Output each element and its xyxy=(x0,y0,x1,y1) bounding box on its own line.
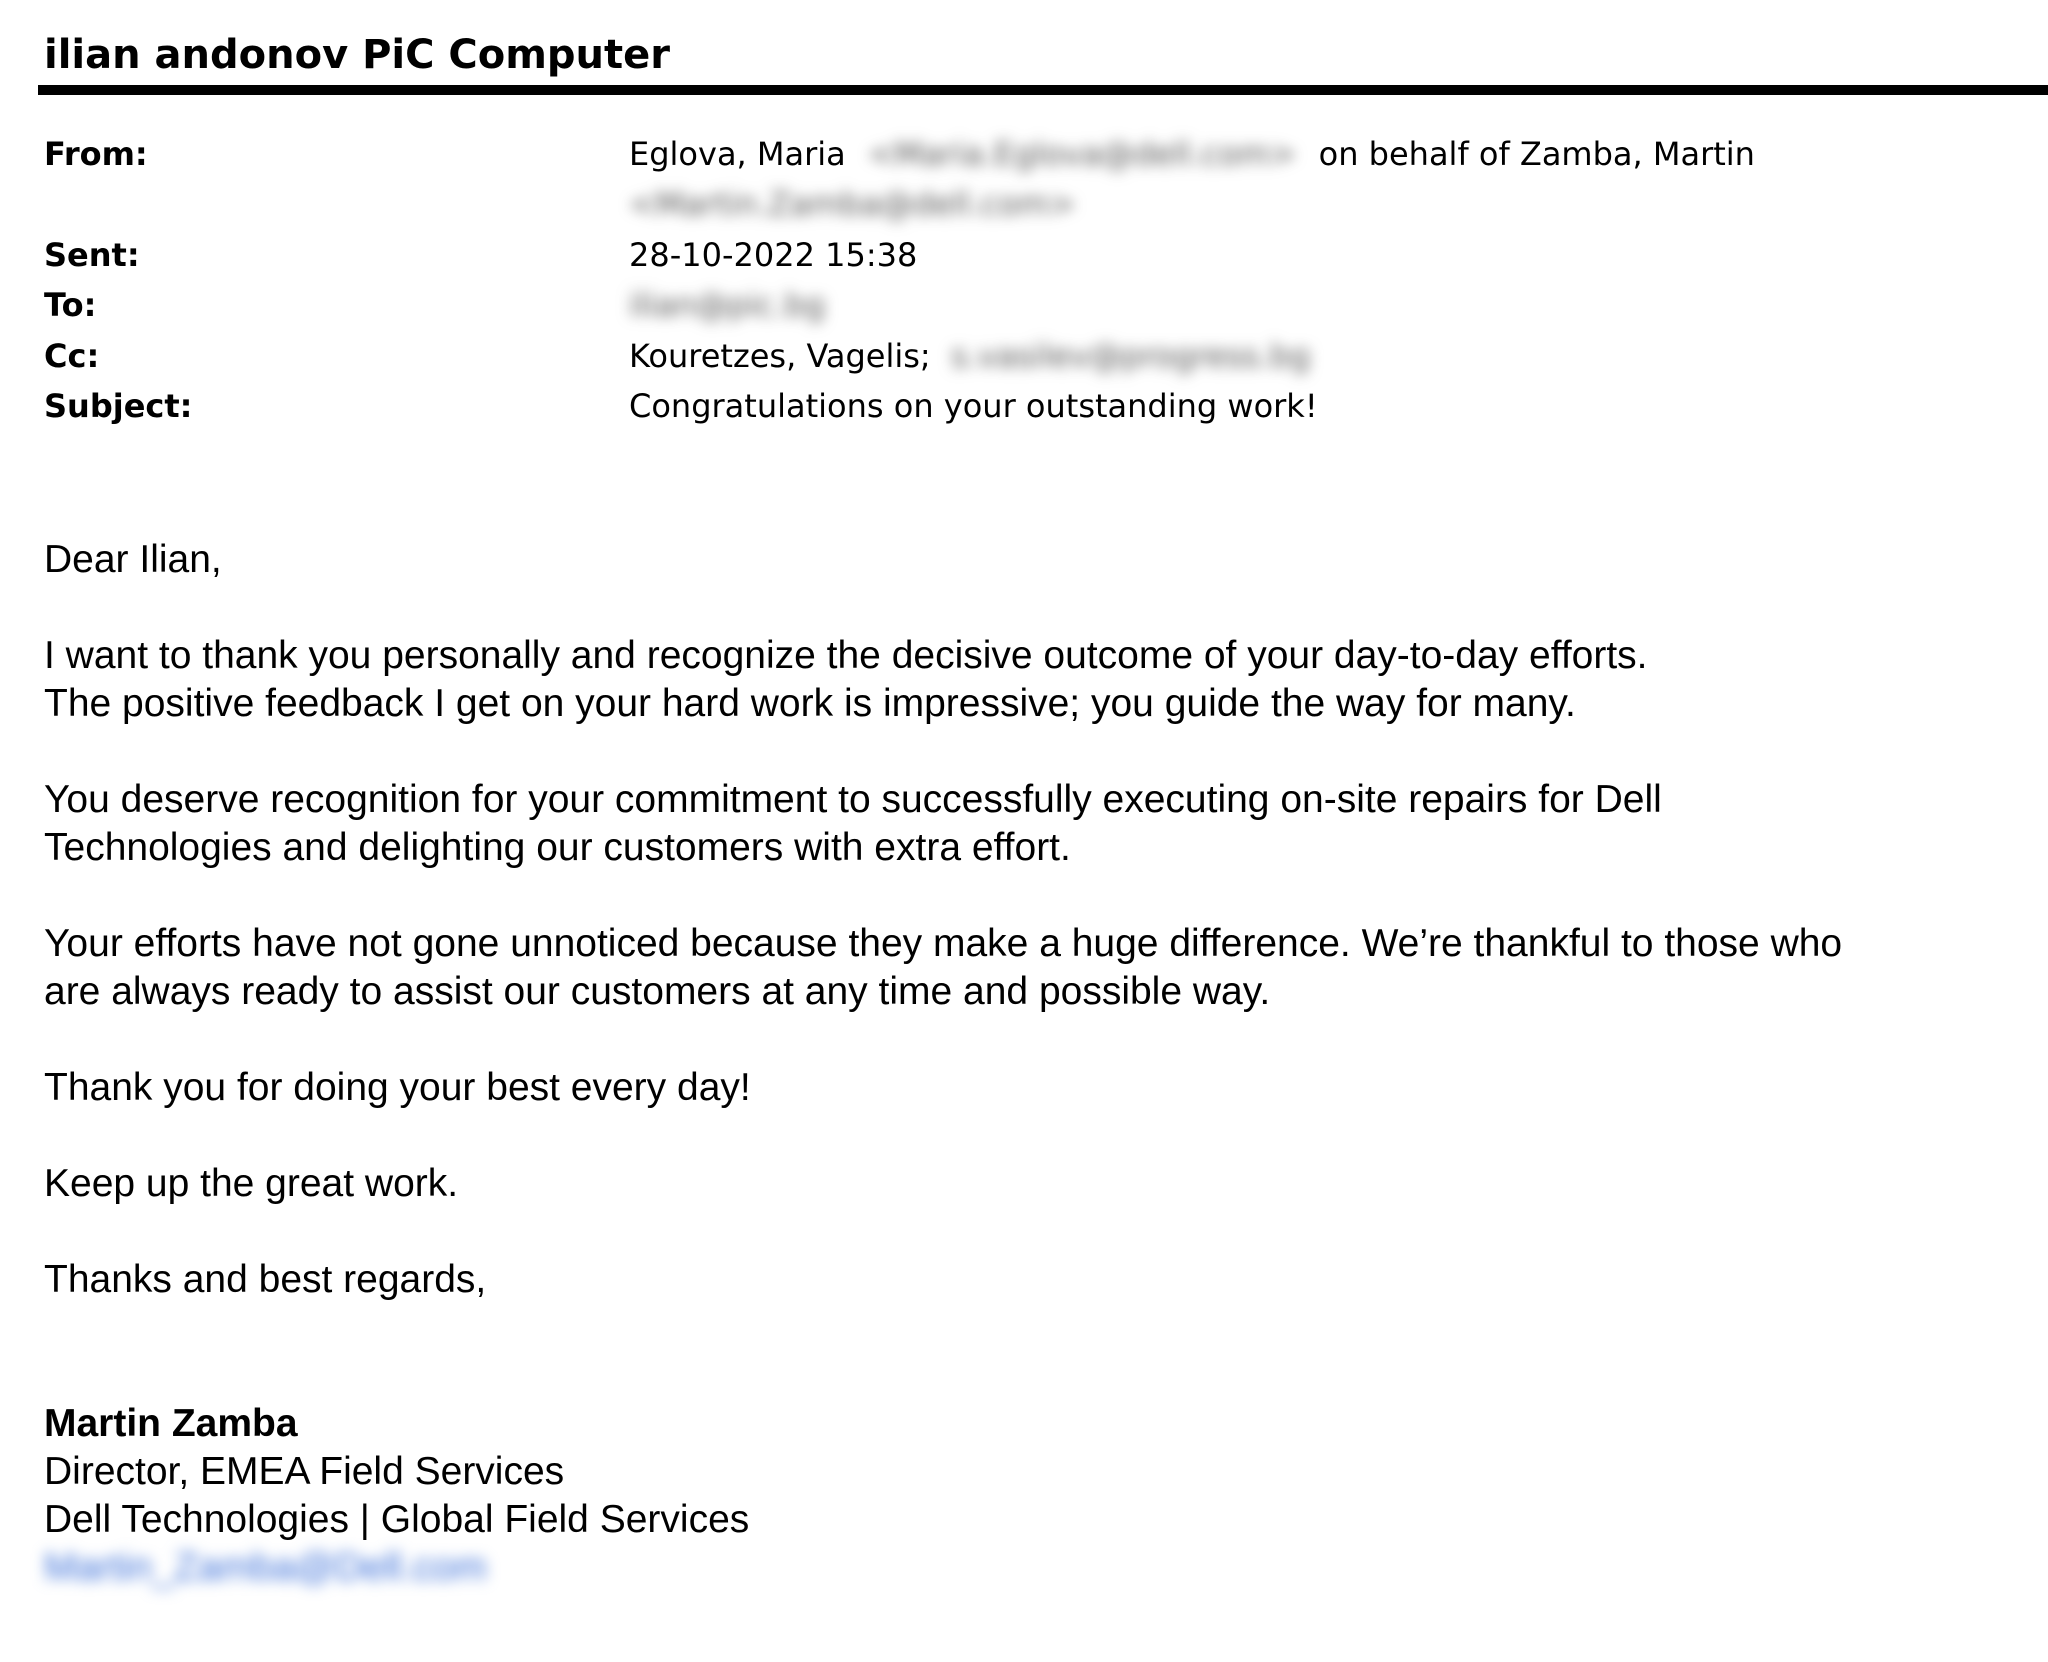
title-divider xyxy=(38,85,2048,95)
paragraph-2-line-1: You deserve recognition for your commitment to successfully executing on-site repairs for Dell xyxy=(44,778,1662,821)
closing: Thanks and best regards, xyxy=(44,1258,487,1301)
subject-value: Congratulations on your outstanding work! xyxy=(629,387,1318,425)
from-email-redacted: <Maria.Eglova@dell.com> xyxy=(867,135,1297,173)
paragraph-1-line-1: I want to thank you personally and recognize the decisive outcome of your day-to-day efforts. xyxy=(44,634,1648,677)
paragraph-5: Keep up the great work. xyxy=(44,1162,459,1205)
signature-email-link[interactable]: Martin_Zamba@Dell.com xyxy=(44,1546,487,1589)
to-value-redacted: ilian@pic.bg xyxy=(629,286,826,324)
signature-company: Dell Technologies | Global Field Services xyxy=(44,1498,750,1541)
signature-name: Martin Zamba xyxy=(44,1402,298,1445)
page-title: ilian andonov PiC Computer xyxy=(44,32,670,78)
paragraph-2-line-2: Technologies and delighting our customers with extra effort. xyxy=(44,826,1071,869)
to-label: To: xyxy=(44,286,97,324)
from-label: From: xyxy=(44,135,148,173)
sent-label: Sent: xyxy=(44,236,140,274)
paragraph-3-line-2: are always ready to assist our customers at any time and possible way. xyxy=(44,970,1271,1013)
cc-row xyxy=(44,337,1311,375)
from-name: Eglova, Maria xyxy=(629,135,846,173)
sent-row xyxy=(44,236,918,274)
paragraph-3-line-1: Your efforts have not gone unnoticed because they make a huge difference. We’re thankful to those who xyxy=(44,922,1843,965)
signature-role: Director, EMEA Field Services xyxy=(44,1450,565,1493)
paragraph-4: Thank you for doing your best every day! xyxy=(44,1066,751,1109)
subject-label: Subject: xyxy=(44,387,193,425)
cc-label: Cc: xyxy=(44,337,100,375)
to-row xyxy=(44,286,826,324)
from-row xyxy=(44,135,1755,173)
email-body xyxy=(44,536,2039,1592)
subject-row xyxy=(44,387,1318,425)
cc-value-redacted: s.vasilev@progress.bg xyxy=(950,337,1311,375)
greeting: Dear Ilian, xyxy=(44,538,222,581)
sent-value: 28-10-2022 15:38 xyxy=(629,236,918,274)
paragraph-1-line-2: The positive feedback I get on your hard work is impressive; you guide the way for many. xyxy=(44,682,1576,725)
from-email2-redacted: <Martin.Zamba@dell.com> xyxy=(629,185,1076,223)
cc-value: Kouretzes, Vagelis; xyxy=(629,337,931,375)
from-value xyxy=(629,135,1755,173)
on-behalf-of: on behalf of Zamba, Martin xyxy=(1318,135,1755,173)
